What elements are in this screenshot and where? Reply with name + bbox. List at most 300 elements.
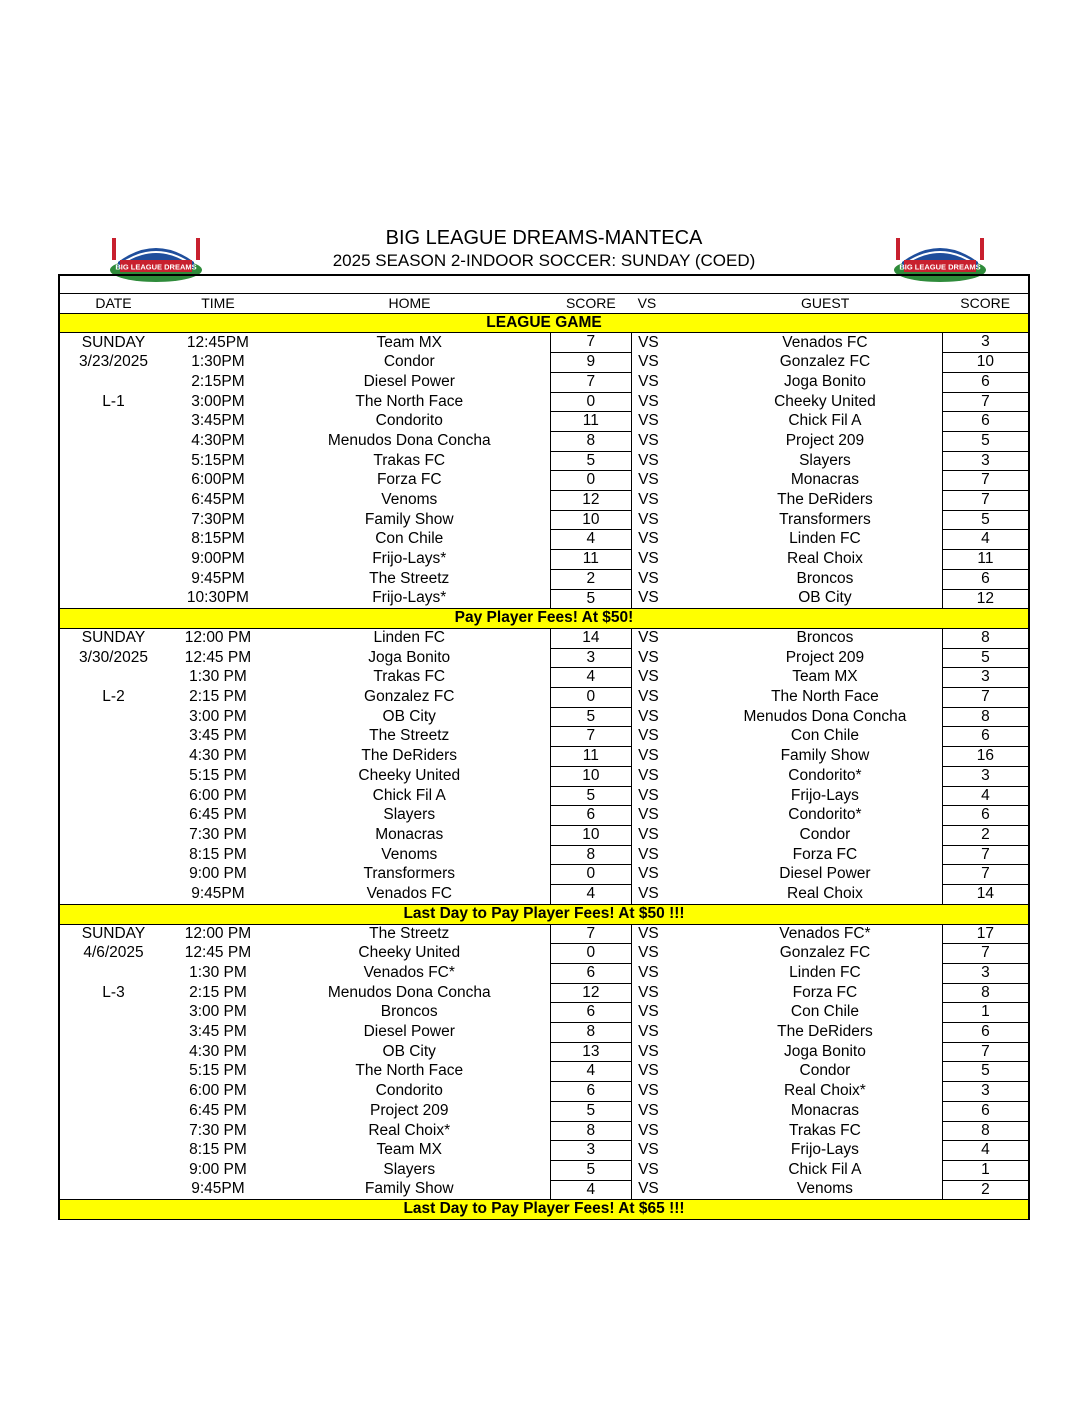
guest-score: 3 [942, 333, 1029, 353]
home-score: 0 [550, 471, 632, 491]
home-team: Venoms [381, 845, 438, 863]
date-cell [59, 1062, 167, 1082]
game-row [59, 333, 1029, 353]
vs-label: VS [638, 707, 659, 725]
guest-score: 7 [942, 845, 1029, 865]
guest-team: The DeRiders [777, 1023, 873, 1041]
game-row [59, 372, 1029, 392]
game-time: 6:00PM [191, 471, 245, 489]
game-time: 3:45 PM [189, 727, 247, 745]
date-cell [59, 727, 167, 747]
game-row [59, 1062, 1029, 1082]
date-cell [59, 431, 167, 451]
home-score: 7 [550, 924, 632, 944]
guest-team: Con Chile [790, 1003, 859, 1021]
home-team: Gonzalez FC [364, 688, 455, 706]
game-row [59, 1101, 1029, 1121]
fee-notice: Last Day to Pay Player Fees! At $65 !!! [59, 1200, 1029, 1220]
guest-team: Forza FC [792, 983, 858, 1001]
guest-team: Condor [799, 825, 851, 843]
home-score: 8 [550, 431, 632, 451]
col-vs: VS [632, 294, 708, 313]
home-team: Venados FC [366, 884, 452, 902]
guest-score: 7 [942, 392, 1029, 412]
date-cell [59, 1023, 167, 1043]
guest-team: Frijo-Lays [790, 786, 859, 804]
game-time: 3:45PM [191, 412, 245, 430]
guest-score: 4 [942, 1141, 1029, 1161]
game-time: 4:30PM [191, 431, 245, 449]
game-row [59, 845, 1029, 865]
guest-team: Condorito* [788, 806, 862, 824]
vs-label: VS [638, 392, 659, 410]
home-team: Condorito [375, 1082, 443, 1100]
guest-team: Cheeky United [774, 392, 876, 410]
game-time: 5:15 PM [189, 1062, 247, 1080]
guest-team: OB City [798, 589, 852, 607]
game-time: 7:30 PM [189, 825, 247, 843]
league-game-label: LEAGUE GAME [59, 313, 1029, 333]
home-score: 6 [550, 1003, 632, 1023]
logo-text: BIG LEAGUE DREAMS [115, 262, 197, 272]
date-cell [59, 451, 167, 471]
guest-score: 3 [942, 451, 1029, 471]
home-team: Frijo-Lays* [372, 589, 447, 607]
date-cell [59, 786, 167, 806]
home-score: 4 [550, 885, 632, 905]
guest-score: 7 [942, 1042, 1029, 1062]
game-time: 9:45PM [191, 569, 245, 587]
game-row [59, 569, 1029, 589]
game-row [59, 431, 1029, 451]
vs-label: VS [638, 1003, 659, 1021]
guest-score: 2 [942, 825, 1029, 845]
game-row [59, 1121, 1029, 1141]
home-score: 10 [550, 825, 632, 845]
league-game-band [59, 313, 1029, 333]
guest-score: 8 [942, 983, 1029, 1003]
date-cell [59, 412, 167, 432]
guest-team: Con Chile [790, 727, 859, 745]
guest-score: 6 [942, 569, 1029, 589]
game-time: 6:45 PM [189, 806, 247, 824]
guest-score: 5 [942, 510, 1029, 530]
home-score: 14 [550, 628, 632, 648]
date-cell [59, 1121, 167, 1141]
guest-team: Transformers [779, 510, 871, 528]
home-score: 5 [550, 1101, 632, 1121]
vs-label: VS [638, 412, 659, 430]
home-team: Monacras [375, 825, 444, 843]
game-time: 2:15 PM [189, 688, 247, 706]
week-label: L-2 [59, 688, 167, 708]
home-score: 13 [550, 1042, 632, 1062]
game-time: 2:15 PM [189, 983, 247, 1001]
home-score: 4 [550, 530, 632, 550]
vs-label: VS [638, 924, 659, 942]
home-score: 3 [550, 648, 632, 668]
vs-label: VS [638, 865, 659, 883]
week-label: L-3 [59, 983, 167, 1003]
vs-label: VS [638, 451, 659, 469]
game-time: 4:30 PM [189, 1042, 247, 1060]
vs-label: VS [638, 1101, 659, 1119]
fee-notice-band [59, 609, 1029, 629]
fee-notice: Last Day to Pay Player Fees! At $50 !!! [59, 904, 1029, 924]
game-time: 3:45 PM [189, 1023, 247, 1041]
game-time: 12:00 PM [184, 629, 252, 647]
home-score: 4 [550, 1062, 632, 1082]
game-time: 9:00 PM [189, 1160, 247, 1178]
home-score: 11 [550, 747, 632, 767]
home-team: OB City [382, 1042, 436, 1060]
week-day: SUNDAY [59, 333, 167, 353]
game-row [59, 491, 1029, 511]
vs-label: VS [638, 569, 659, 587]
game-row [59, 983, 1029, 1003]
guest-score: 14 [942, 885, 1029, 905]
home-score: 5 [550, 1160, 632, 1180]
game-row [59, 412, 1029, 432]
guest-score: 7 [942, 491, 1029, 511]
game-row [59, 471, 1029, 491]
guest-score: 8 [942, 1121, 1029, 1141]
home-score: 9 [550, 353, 632, 373]
date-cell [59, 589, 167, 609]
home-score: 5 [550, 451, 632, 471]
vs-label: VS [638, 786, 659, 804]
game-time: 6:45PM [191, 491, 245, 509]
guest-score: 6 [942, 727, 1029, 747]
date-cell [59, 1082, 167, 1102]
home-team: Diesel Power [363, 372, 455, 390]
home-score: 4 [550, 1180, 632, 1200]
game-time: 8:15PM [191, 530, 245, 548]
guest-score: 10 [942, 353, 1029, 373]
vs-label: VS [638, 1082, 659, 1100]
date-cell [59, 766, 167, 786]
game-row [59, 688, 1029, 708]
game-time: 8:15 PM [189, 845, 247, 863]
guest-team: Forza FC [792, 845, 858, 863]
game-time: 1:30 PM [189, 963, 247, 981]
guest-team: Condor [799, 1062, 851, 1080]
game-row [59, 885, 1029, 905]
guest-score: 3 [942, 1082, 1029, 1102]
guest-team: Chick Fil A [788, 1160, 862, 1178]
game-row [59, 865, 1029, 885]
guest-team: Monacras [790, 1101, 859, 1119]
home-team: The DeRiders [361, 747, 458, 765]
game-row [59, 944, 1029, 964]
home-team: The Streetz [369, 727, 450, 745]
date-cell [59, 1160, 167, 1180]
game-time: 10:30PM [186, 589, 249, 607]
guest-score: 2 [942, 1180, 1029, 1200]
game-row [59, 747, 1029, 767]
home-team: Condorito [375, 412, 443, 430]
home-team: Diesel Power [363, 1023, 455, 1041]
guest-score: 5 [942, 648, 1029, 668]
guest-team: Real Choix* [783, 1082, 866, 1100]
fee-notice-band [59, 904, 1029, 924]
vs-label: VS [638, 825, 659, 843]
date-cell [59, 372, 167, 392]
col-time: TIME [167, 294, 269, 313]
date-cell [59, 1180, 167, 1200]
home-score: 12 [550, 491, 632, 511]
guest-team: Monacras [790, 471, 859, 489]
week-day: SUNDAY [59, 924, 167, 944]
game-row [59, 1042, 1029, 1062]
guest-team: Venados FC [782, 333, 868, 351]
vs-label: VS [638, 1180, 659, 1198]
game-time: 3:00 PM [189, 1003, 247, 1021]
home-team: Team MX [376, 1141, 442, 1159]
game-time: 4:30 PM [189, 747, 247, 765]
date-cell [59, 1101, 167, 1121]
game-row [59, 707, 1029, 727]
vs-label: VS [638, 431, 659, 449]
title-block [0, 226, 1088, 272]
vs-label: VS [638, 845, 659, 863]
vs-label: VS [638, 688, 659, 706]
home-team: Menudos Dona Concha [327, 431, 491, 449]
home-score: 10 [550, 766, 632, 786]
home-team: Transformers [363, 865, 456, 883]
game-time: 12:00 PM [184, 924, 252, 942]
home-team: Trakas FC [373, 451, 446, 469]
guest-team: The DeRiders [777, 491, 873, 509]
date-cell [59, 747, 167, 767]
guest-score: 4 [942, 530, 1029, 550]
vs-label: VS [638, 766, 659, 784]
guest-score: 12 [942, 589, 1029, 609]
vs-label: VS [638, 668, 659, 686]
guest-team: Real Choix [787, 550, 863, 568]
week-label: L-1 [59, 392, 167, 412]
game-time: 8:15 PM [189, 1141, 247, 1159]
game-row [59, 1141, 1029, 1161]
guest-score: 6 [942, 1023, 1029, 1043]
vs-label: VS [638, 963, 659, 981]
guest-team: Condorito* [788, 766, 862, 784]
game-time: 9:45PM [191, 1180, 245, 1198]
game-time: 2:15PM [191, 372, 245, 390]
guest-score: 8 [942, 628, 1029, 648]
week-day: SUNDAY [59, 628, 167, 648]
guest-score: 7 [942, 865, 1029, 885]
home-score: 2 [550, 569, 632, 589]
home-score: 0 [550, 392, 632, 412]
game-row [59, 451, 1029, 471]
game-time: 7:30PM [191, 510, 245, 528]
guest-team: Joga Bonito [783, 372, 866, 390]
column-header-row [59, 294, 1029, 313]
home-team: Frijo-Lays* [372, 550, 447, 568]
guest-team: Broncos [796, 569, 854, 587]
home-score: 8 [550, 1121, 632, 1141]
vs-label: VS [638, 629, 659, 647]
game-row [59, 786, 1029, 806]
week-date: 3/30/2025 [59, 648, 167, 668]
game-row [59, 727, 1029, 747]
home-score: 0 [550, 944, 632, 964]
game-time: 5:15 PM [189, 766, 247, 784]
date-cell [59, 1141, 167, 1161]
home-score: 7 [550, 372, 632, 392]
home-team: Project 209 [370, 1101, 449, 1119]
home-team: Forza FC [376, 471, 442, 489]
game-time: 9:45PM [191, 884, 245, 902]
home-team: Chick Fil A [372, 786, 446, 804]
guest-score: 6 [942, 372, 1029, 392]
home-score: 11 [550, 412, 632, 432]
guest-team: Slayers [799, 451, 851, 469]
home-team: Family Show [364, 1180, 454, 1198]
home-team: Linden FC [373, 629, 445, 647]
logo-text: BIG LEAGUE DREAMS [899, 262, 981, 272]
home-score: 0 [550, 688, 632, 708]
fee-notice-band [59, 1200, 1029, 1220]
week-date: 3/23/2025 [59, 353, 167, 373]
guest-score: 6 [942, 806, 1029, 826]
vs-label: VS [638, 983, 659, 1001]
guest-team: Frijo-Lays [790, 1141, 859, 1159]
date-cell [59, 845, 167, 865]
guest-score: 5 [942, 1062, 1029, 1082]
vs-label: VS [638, 491, 659, 509]
table-top-bar [58, 274, 1030, 294]
game-time: 7:30 PM [189, 1121, 247, 1139]
game-row [59, 510, 1029, 530]
date-cell [59, 530, 167, 550]
vs-label: VS [638, 1160, 659, 1178]
guest-team: Diesel Power [779, 865, 871, 883]
schedule [58, 274, 1030, 1220]
guest-team: Gonzalez FC [779, 353, 871, 371]
vs-label: VS [638, 530, 659, 548]
home-score: 11 [550, 550, 632, 570]
game-time: 3:00PM [191, 392, 245, 410]
game-time: 3:00 PM [189, 707, 247, 725]
guest-score: 5 [942, 431, 1029, 451]
vs-label: VS [638, 1121, 659, 1139]
home-team: Menudos Dona Concha [327, 983, 491, 1001]
home-team: Family Show [364, 510, 454, 528]
col-date: DATE [59, 294, 167, 313]
game-row [59, 766, 1029, 786]
home-score: 5 [550, 707, 632, 727]
game-row [59, 1003, 1029, 1023]
home-team: Broncos [380, 1003, 438, 1021]
home-score: 4 [550, 668, 632, 688]
guest-score: 17 [942, 924, 1029, 944]
game-row [59, 589, 1029, 609]
vs-label: VS [638, 727, 659, 745]
vs-label: VS [638, 510, 659, 528]
game-time: 9:00PM [191, 550, 245, 568]
home-team: Real Choix* [368, 1121, 451, 1139]
home-score: 5 [550, 589, 632, 609]
game-row [59, 825, 1029, 845]
date-cell [59, 707, 167, 727]
date-cell [59, 865, 167, 885]
col-guest: GUEST [708, 294, 942, 313]
game-row [59, 392, 1029, 412]
game-time: 6:00 PM [189, 786, 247, 804]
date-cell [59, 1042, 167, 1062]
guest-team: Real Choix [787, 884, 863, 902]
guest-score: 1 [942, 1160, 1029, 1180]
guest-team: Chick Fil A [788, 412, 862, 430]
home-team: The North Face [355, 1062, 464, 1080]
guest-team: Gonzalez FC [779, 944, 871, 962]
game-row [59, 628, 1029, 648]
game-time: 1:30 PM [189, 668, 247, 686]
home-score: 8 [550, 845, 632, 865]
home-score: 5 [550, 786, 632, 806]
vs-label: VS [638, 372, 659, 390]
home-team: Cheeky United [358, 944, 461, 962]
guest-score: 7 [942, 688, 1029, 708]
home-team: Team MX [376, 333, 442, 351]
fee-notice: Pay Player Fees! At $50! [59, 609, 1029, 629]
vs-label: VS [638, 1062, 659, 1080]
vs-label: VS [638, 806, 659, 824]
schedule-table [58, 294, 1030, 1220]
home-team: The North Face [355, 392, 464, 410]
game-time: 1:30PM [191, 353, 245, 371]
guest-score: 3 [942, 963, 1029, 983]
date-cell [59, 550, 167, 570]
home-score: 0 [550, 865, 632, 885]
guest-team: Team MX [792, 668, 858, 686]
home-score: 6 [550, 806, 632, 826]
game-row [59, 550, 1029, 570]
vs-label: VS [638, 747, 659, 765]
vs-label: VS [638, 884, 659, 902]
guest-team: The North Face [771, 688, 879, 706]
guest-team: Trakas FC [789, 1121, 861, 1139]
game-row [59, 1023, 1029, 1043]
page-subtitle: 2025 SEASON 2-INDOOR SOCCER: SUNDAY (COED) [332, 251, 756, 270]
guest-score: 1 [942, 1003, 1029, 1023]
guest-team: Linden FC [789, 530, 861, 548]
home-team: The Streetz [369, 924, 450, 942]
guest-score: 11 [942, 550, 1029, 570]
col-guest-score: SCORE [942, 294, 1029, 313]
guest-score: 4 [942, 786, 1029, 806]
vs-label: VS [638, 648, 659, 666]
vs-label: VS [638, 333, 659, 351]
guest-score: 7 [942, 944, 1029, 964]
guest-score: 6 [942, 412, 1029, 432]
date-cell [59, 510, 167, 530]
vs-label: VS [638, 471, 659, 489]
game-time: 12:45PM [186, 333, 249, 351]
home-team: Venoms [381, 491, 438, 509]
guest-team: Venoms [796, 1180, 853, 1198]
game-time: 5:15PM [191, 451, 245, 469]
guest-score: 7 [942, 471, 1029, 491]
guest-score: 3 [942, 668, 1029, 688]
home-team: Venados FC* [363, 963, 455, 981]
game-row [59, 963, 1029, 983]
home-score: 8 [550, 1023, 632, 1043]
guest-team: Broncos [796, 629, 854, 647]
guest-team: Menudos Dona Concha [743, 707, 907, 725]
